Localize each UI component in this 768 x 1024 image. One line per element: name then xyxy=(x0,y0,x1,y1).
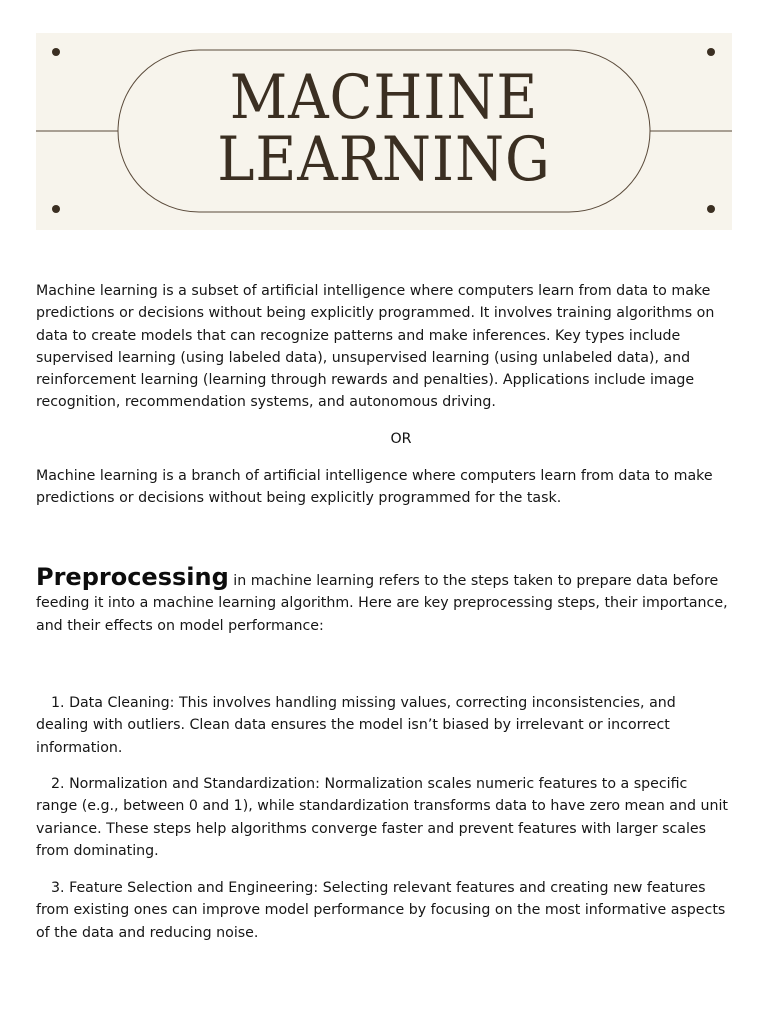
or-separator: OR xyxy=(390,431,412,447)
step-text: Feature Selection and Engineering: Selecting relevant features and creating new features from existing ones can improve model performance by focusing on the most informative aspects of the data and reducing noise. xyxy=(36,880,726,941)
title-line-1: MACHINE xyxy=(229,62,539,133)
intro-paragraph-1-block xyxy=(36,280,732,414)
list-item xyxy=(36,773,732,862)
list-item xyxy=(36,692,732,759)
step-3 xyxy=(36,877,732,944)
preprocessing-section xyxy=(36,563,732,637)
step-text: Data Cleaning: This involves handling missing values, correcting inconsistencies, and dealing with outliers. Clean data ensures the model isn’t biased by irrelevant or incorrect information. xyxy=(36,695,676,756)
step-text: Normalization and Standardization: Normalization scales numeric features to a specific range (e.g., between 0 and 1), while standardization transforms data to have zero mean and unit variance. These steps help algorithms converge faster and prevent features with larger scales from dominating. xyxy=(36,776,728,859)
step-number: 2. xyxy=(51,776,65,792)
step-number: 3. xyxy=(51,880,65,896)
preprocessing-text: in machine learning refers to the steps taken to prepare data before feeding it into a machine learning algorithm. Here are key preprocessing steps, their importance, and their effects on model performance: xyxy=(36,573,728,634)
corner-dot-top-left xyxy=(52,48,60,56)
title-line-2: LEARNING xyxy=(217,124,551,195)
list-item xyxy=(36,877,732,944)
corner-dot-top-right xyxy=(707,48,715,56)
step-1 xyxy=(36,692,732,759)
intro-paragraph-2-block xyxy=(36,465,732,510)
step-number: 1. xyxy=(51,695,65,711)
intro-paragraph-2: Machine learning is a branch of artificial intelligence where computers learn from data to make predictions or decisions without being explicitly programmed for the task. xyxy=(36,468,713,507)
intro-paragraph-1: Machine learning is a subset of artificial intelligence where computers learn from data to make predictions or decisions without being explicitly programmed. It involves training algorithms on data to create models that can recognize patterns and make inferences. Key types include supervised learning (using labeled data), unsupervised learning (using unlabeled data), and reinforcement learning (learning through rewards and penalties). Applications include image recognition, recommendation systems, and autonomous driving. xyxy=(36,283,715,411)
title-banner xyxy=(36,33,732,230)
corner-dot-bottom-left xyxy=(52,205,60,213)
page-title xyxy=(36,62,732,195)
preprocessing-paragraph xyxy=(36,563,732,637)
step-2 xyxy=(36,773,732,862)
preprocessing-heading: Preprocessing xyxy=(36,563,229,591)
corner-dot-bottom-right xyxy=(707,205,715,213)
